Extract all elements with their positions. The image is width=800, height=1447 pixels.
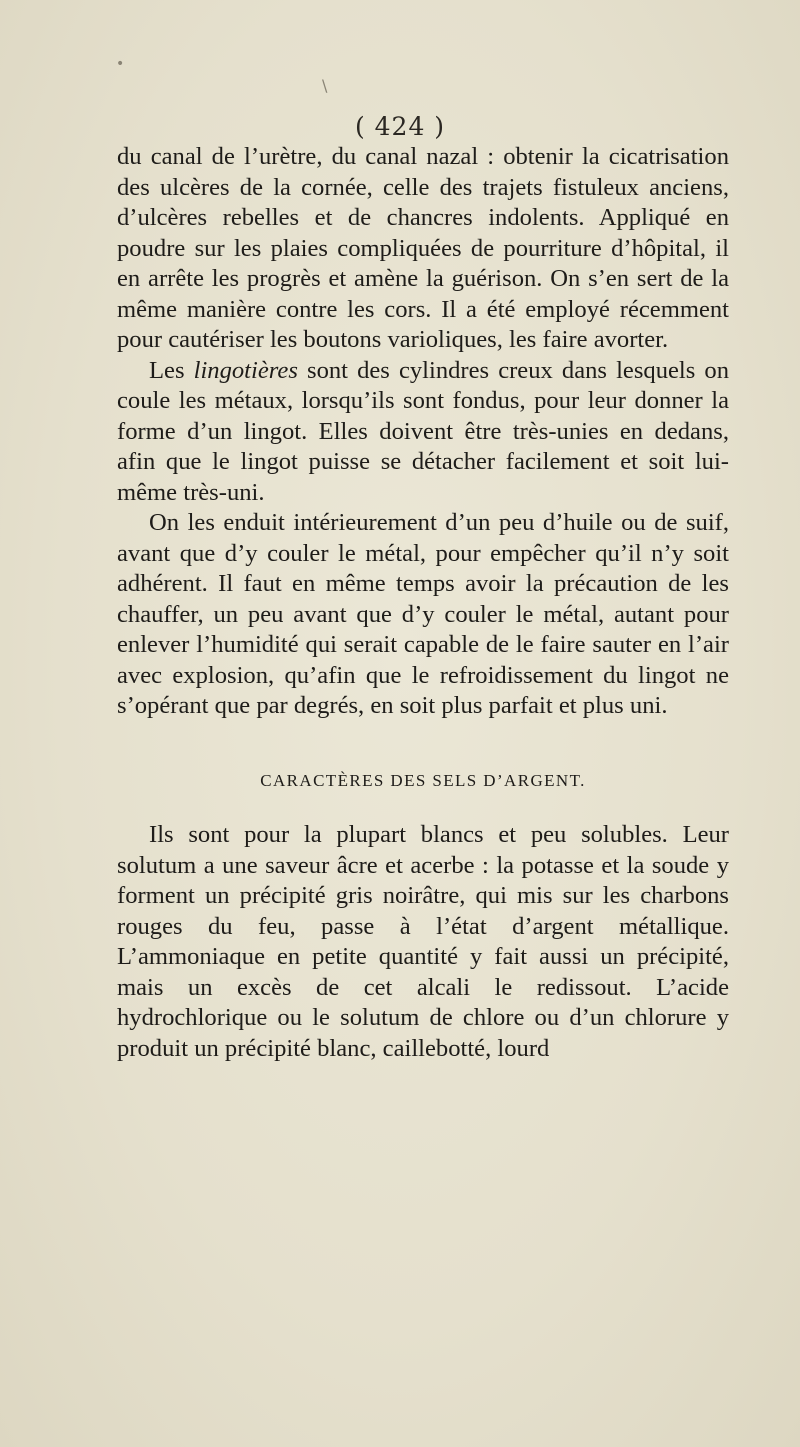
ink-speck: • (116, 56, 125, 72)
paragraph-2-rest: sont des cylindres creux dans lesquels on coule les métaux, lorsqu’ils sont fondus, pour leur donner la forme d’un lingot. Elles doivent être très-unies en dedans, afin que le lingot puisse se détacher facilement et soit lui-même très-uni. (117, 356, 729, 506)
section-heading: CARACTÈRES DES SELS D’ARGENT. (260, 770, 586, 790)
paragraph-2 (117, 356, 729, 509)
paragraph-1: du canal de l’urètre, du canal nazal : obtenir la cicatrisation des ulcères de la cornée, celle des trajets fistuleux anciens, d’ulcères rebelles et de chancres indolents. Appliqué en poudre sur les plaies compliquées de pourriture d’hôpital, il en arrête les progrès et amène la guérison. On s’en sert de la même manière contre les cors. Il a été employé récemment pour cautériser les boutons varioliques, les faire avorter. (117, 143, 729, 353)
paragraph-3: On les enduit intérieurement d’un peu d’huile ou de suif, avant que d’y couler le métal, pour empêcher qu’il n’y soit adhérent. Il faut en même temps avoir la précaution de les chauffer, un peu avant que d’y couler le métal, autant pour enlever l’humidité qui serait capable de le faire sauter en l’air avec explosion, qu’afin que le refroidissement du lingot ne s’opérant que par degrés, en soit plus parfait et plus uni. (117, 509, 729, 719)
paragraph-2-italic-term: lingotières (193, 356, 298, 384)
section-paragraph: Ils sont pour la plupart blancs et peu solubles. Leur solutum a une saveur âcre et acerbe : la potasse et la soude y forment un précipité gris noirâtre, qui mis sur les charbons rouges du feu, passe à l’état d’argent métallique. L’ammoniaque en petite quantité y fait aussi un précipité, mais un excès de cet alcali le redissout. L’acide hydrochlorique ou le solutum de chlore ou d’un chlorure y produit un précipité blanc, caillebotté, lourd (117, 821, 729, 1062)
paragraph-2-lead: Les (149, 356, 194, 384)
ink-stroke: \ (322, 76, 328, 95)
page-number: ( 424 ) (354, 112, 446, 141)
body-text (117, 142, 729, 1064)
